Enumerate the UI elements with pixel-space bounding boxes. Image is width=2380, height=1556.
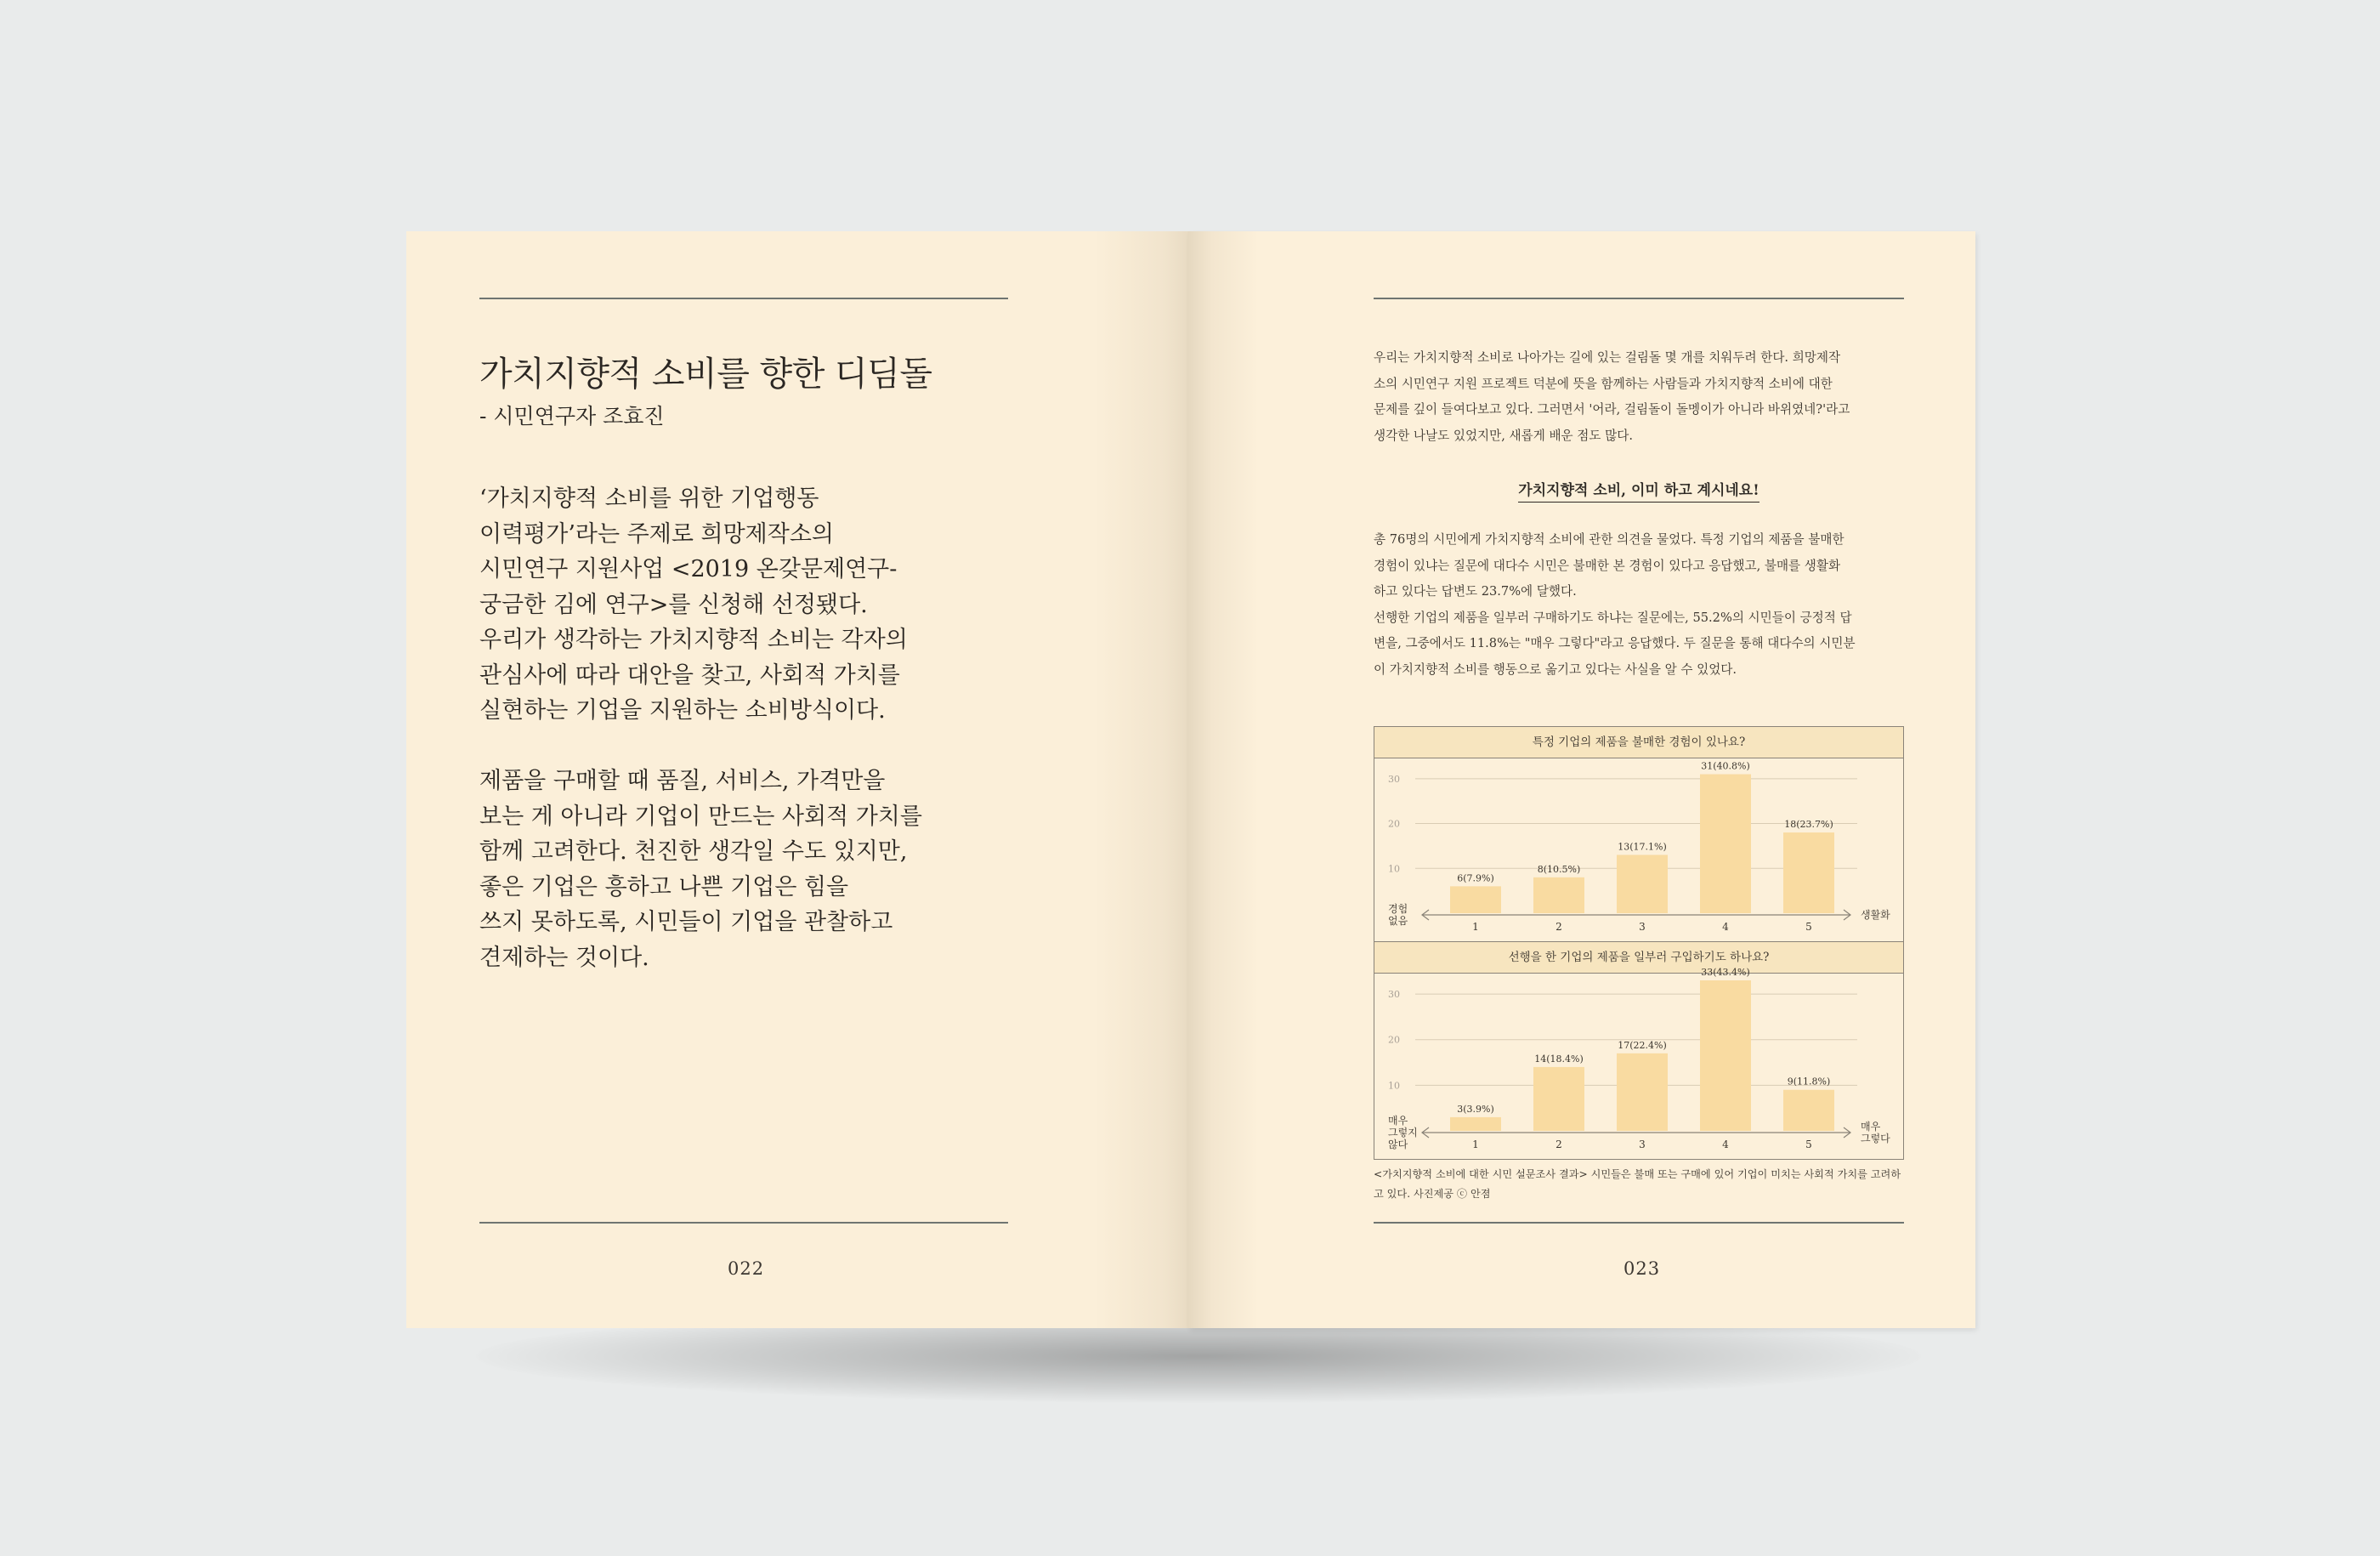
text-line: 우리가 생각하는 가치지향적 소비는 각자의 — [479, 627, 908, 653]
bar — [1533, 1067, 1584, 1131]
chart-support — [1374, 941, 1903, 1158]
intro-paragraph — [1374, 345, 1904, 449]
x-tick-label: 1 — [1472, 1139, 1479, 1150]
bar-value-label: 33(43.4%) — [1701, 967, 1750, 978]
text-line: 하고 있다는 답변도 23.7%에 달했다. — [1374, 584, 1577, 599]
x-tick-label: 5 — [1805, 921, 1812, 933]
text-line: 쓰지 못하도록, 시민들이 기업을 관찰하고 — [479, 909, 893, 935]
text-line: 소의 시민연구 지원 프로젝트 덕분에 뜻을 함께하는 사람들과 가치지향적 소비에 대한 — [1374, 376, 1833, 391]
bar-value-label: 31(40.8%) — [1701, 760, 1750, 772]
text-line: 고 있다. 사진제공 ⓒ 안졈 — [1374, 1188, 1491, 1200]
bar — [1783, 1090, 1834, 1131]
text-line: 시민연구 지원사업 <2019 온갖문제연구- — [479, 556, 898, 582]
axis-end-label-right: 그렇다 — [1861, 1133, 1890, 1144]
bar-value-label: 6(7.9%) — [1457, 872, 1494, 884]
bar-value-label: 13(17.1%) — [1618, 841, 1667, 853]
text-line: 보는 게 아니라 기업이 만드는 사회적 가치를 — [479, 803, 922, 830]
paragraph-1 — [479, 481, 1023, 729]
y-tick-label: 30 — [1388, 773, 1400, 785]
bar — [1617, 1053, 1668, 1131]
x-tick-label: 2 — [1556, 1139, 1562, 1150]
text-line: 궁금한 김에 연구>를 신청해 선정됐다. — [479, 591, 868, 618]
survey-charts — [1374, 726, 1904, 1160]
text-line: 총 76명의 시민에게 가치지향적 소비에 관한 의견을 물었다. 특정 기업의 제품을 불매한 — [1374, 532, 1844, 547]
x-tick-label: 3 — [1639, 1139, 1646, 1150]
text-line: 관심사에 따라 대안을 찾고, 사회적 가치를 — [479, 662, 900, 689]
bar — [1617, 855, 1668, 913]
top-rule — [479, 298, 1008, 299]
page-number: 022 — [728, 1258, 765, 1279]
bar-chart-support — [1374, 967, 1902, 1160]
bar-value-label: 9(11.8%) — [1787, 1076, 1831, 1087]
section-heading-text: 가치지향적 소비, 이미 하고 계시네요! — [1518, 482, 1759, 503]
y-tick-label: 30 — [1388, 989, 1400, 1001]
axis-end-label-left: 않다 — [1388, 1139, 1408, 1150]
bar-chart-boycott — [1374, 758, 1902, 942]
axis-end-label-left: 매우 — [1388, 1115, 1408, 1127]
text-line: 이 가치지향적 소비를 행동으로 옮기고 있다는 사실을 알 수 있었다. — [1374, 662, 1737, 677]
text-line: 생각한 나날도 있었지만, 새롭게 배운 점도 많다. — [1374, 428, 1633, 443]
bottom-rule — [1374, 1222, 1904, 1224]
section-heading — [1374, 478, 1904, 499]
x-tick-label: 1 — [1472, 921, 1479, 933]
x-tick-label: 5 — [1805, 1139, 1812, 1150]
bottom-rule — [479, 1222, 1008, 1224]
left-page — [406, 231, 1188, 1328]
bar-value-label: 17(22.4%) — [1618, 1039, 1667, 1051]
chart-boycott — [1374, 727, 1903, 941]
top-rule — [1374, 298, 1904, 299]
axis-end-label-right: 생활화 — [1861, 909, 1890, 921]
article-author: - 시민연구자 조효진 — [479, 404, 665, 429]
bar — [1700, 775, 1751, 913]
right-page — [1188, 231, 1975, 1328]
article-title: 가치지향적 소비를 향한 디딤돌 — [479, 355, 932, 394]
axis-end-label-left: 경험 — [1388, 903, 1408, 915]
text-line: 이력평가’라는 주제로 희망제작소의 — [479, 520, 834, 548]
text-line: 견제하는 것이다. — [479, 944, 649, 971]
body-paragraph — [1374, 527, 1904, 683]
y-tick-label: 20 — [1388, 1034, 1400, 1046]
text-line: ‘가치지향적 소비를 위한 기업행동 — [479, 486, 819, 512]
axis-end-label-left: 그렇지 — [1388, 1127, 1418, 1139]
chart-title: 특정 기업의 제품을 불매한 경험이 있나요? — [1374, 727, 1903, 758]
x-tick-label: 4 — [1722, 921, 1729, 933]
bar-value-label: 18(23.7%) — [1784, 819, 1833, 831]
paragraph-2 — [479, 764, 1023, 975]
axis-end-label-right: 매우 — [1861, 1121, 1881, 1133]
bar — [1450, 886, 1501, 913]
bar-value-label: 8(10.5%) — [1537, 863, 1581, 875]
axis-end-label-left: 없음 — [1388, 915, 1408, 927]
page-number: 023 — [1624, 1258, 1661, 1279]
text-line: 변을, 그중에서도 11.8%는 "매우 그렇다"라고 응답했다. 두 질문을 통해 대다수의 시민분 — [1374, 636, 1856, 650]
bar — [1700, 980, 1751, 1131]
bar — [1783, 832, 1834, 913]
text-line: <가치지향적 소비에 대한 시민 설문조사 결과> 시민들은 불매 또는 구매에 있어 기업이 미치는 사회적 가치를 고려하 — [1374, 1168, 1901, 1180]
bar-value-label: 14(18.4%) — [1534, 1053, 1584, 1065]
text-line: 좋은 기업은 흥하고 나쁜 기업은 힘을 — [479, 873, 849, 900]
text-line: 제품을 구매할 때 품질, 서비스, 가격만을 — [479, 768, 886, 794]
bar-value-label: 3(3.9%) — [1457, 1103, 1494, 1115]
chart-title: 선행을 한 기업의 제품을 일부러 구입하기도 하나요? — [1374, 941, 1903, 974]
text-line: 함께 고려한다. 천진한 생각일 수도 있지만, — [479, 838, 908, 865]
chart-caption — [1374, 1165, 1904, 1204]
y-tick-label: 10 — [1388, 863, 1400, 875]
x-tick-label: 4 — [1722, 1139, 1729, 1150]
bar — [1533, 877, 1584, 913]
text-line: 선행한 기업의 제품을 일부러 구매하기도 하냐는 질문에는, 55.2%의 시민들이 긍정적 답 — [1374, 610, 1852, 625]
text-line: 경험이 있냐는 질문에 대다수 시민은 불매한 본 경험이 있다고 응답했고, 불매를 생활화 — [1374, 558, 1841, 573]
text-line: 문제를 깊이 들여다보고 있다. 그러면서 '어라, 걸림돌이 돌멩이가 아니라 바위였네?'라고 — [1374, 402, 1850, 417]
x-tick-label: 2 — [1556, 921, 1562, 933]
text-line: 실현하는 기업을 지원하는 소비방식이다. — [479, 697, 886, 724]
x-tick-label: 3 — [1639, 921, 1646, 933]
y-tick-label: 20 — [1388, 818, 1400, 830]
text-line: 우리는 가치지향적 소비로 나아가는 길에 있는 걸림돌 몇 개를 치워두려 한다. 희망제작 — [1374, 350, 1841, 365]
bar — [1450, 1117, 1501, 1131]
y-tick-label: 10 — [1388, 1080, 1400, 1092]
